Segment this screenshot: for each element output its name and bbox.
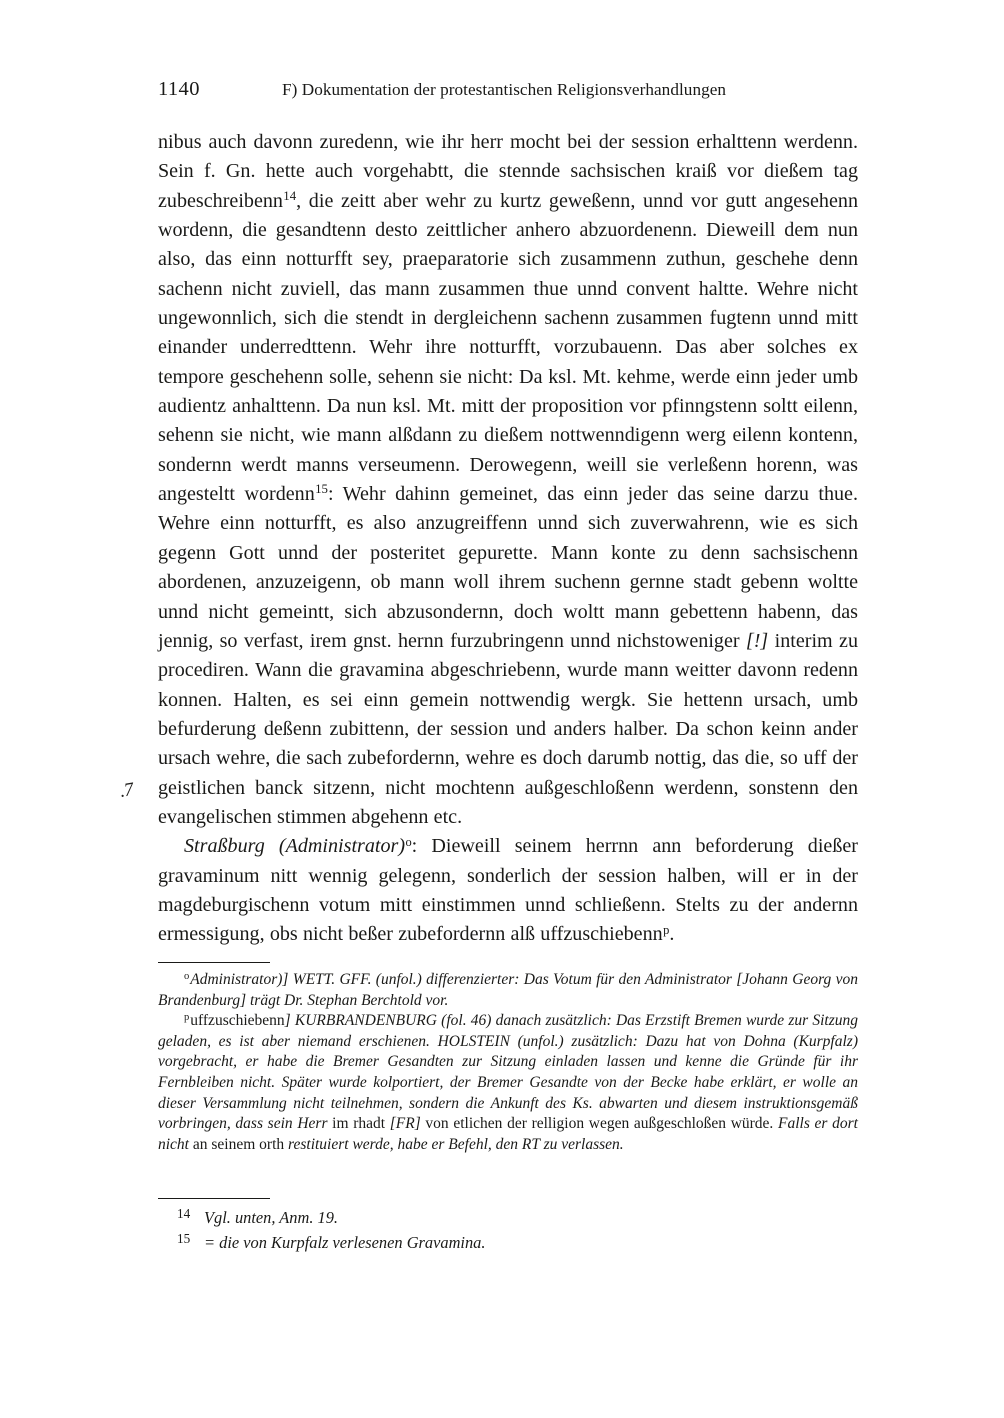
body-text-segment: nibus auch davonn zuredenn, wie ihr herr mocht bei der session erhalttenn werdenn. Sein f. Gn. hette auch vorgehabtt, die stennde sachsischen kraiß vor dießem tag zubeschreibenn [158,131,858,212]
body-text-segment: . [669,923,675,946]
footnote-text: Vgl. unten, Anm. 19. [204,1208,338,1227]
apparatus-lemma: uffzuschiebenn [190,1012,285,1030]
footnote-block [158,1198,858,1256]
running-title: F) Dokumentation der protestantischen Religionsverhandlungen [282,80,727,99]
body-text-segment: interim zu procediren. Wann die gravamina abgeschriebenn, wurde mann weitter davonn redenn konnen. Halten, es sei einn gemein nottwendig wergk. Sie hettenn ursach, umb befurderung deßenn zubittenn, der session und anders halber. Da schon keinn ander ursach wehre, die sach zubefordernn, wehre es doch darumb nottig, das die, so uff der geistlichen banck sitzenn, nicht mochtenn außgeschloßenn werdenn, sonstenn den evangelischen stimmen abgehenn etc. [158,629,858,828]
main-text-block [158,128,858,950]
footnote-ref-14[interactable]: 14 [283,189,297,203]
apparatus-text: ] KURBRANDENBURG (fol. 46) danach zusätzlich: Das Erzstift Bremen wurde zur Sitzung geladen, es ist aber niemand erschienen. HOLSTEIN (unfol.) zusätzlich: Dazu hat von Dohna (Kurpfalz) vorgebracht, er habe die Bremer Gesandten zur Sitzung einladen lassen und kenne die Gründe für ihr Fernbleiben nicht. Später wurde kolportiert, der Bremer Gesandte von der Becke habe erklärt, er wolle an dieser Versammlung nicht teilnehmen, sondern die Ankunft des Ks. abwarten und diesem instruktionsgemäß vorbringen, dass sein Herr [158,1012,858,1133]
apparatus-rule [158,962,270,963]
speaker-lemma: Straßburg (Administrator) [184,835,406,858]
apparatus-quoted-source: an seinem orth [192,1135,289,1153]
apparatus-text: Falls er dort nicht [158,1115,858,1153]
apparatus-lemma: Administrator)] [190,971,289,988]
footnote-number: 14 [177,1206,191,1221]
apparatus-note-p [158,1011,858,1155]
apparatus-ref-p[interactable]: p [663,923,670,938]
running-head [158,78,858,102]
footnote-rule [158,1198,270,1199]
footnote-text: = die von Kurpfalz verlesenen Gravamina. [204,1233,486,1252]
footnote-item [158,1206,858,1231]
apparatus-quoted-source: im rhadt [332,1115,390,1133]
page-number: 1140 [158,78,200,100]
body-paragraph-1 [158,128,858,832]
body-paragraph-2 [158,832,858,949]
body-text-segment: : Wehr dahinn gemeinet, das einn jeder das seine darzu thue. Wehre einn notturfft, es also anzugreiffenn unnd sich zuverwahrenn, wie es sich gegenn Gott unnd der posteritet gepurette. Mann konte zu denn sachsischenn abordenen, anzuzeigenn, ob mann woll ihrem suchenn gernne stadt gebenn woltte unnd nicht gemeintt, sich abzusondernn, doch woltt mann gebettenn habenn, das jennig, so verfast, irem gnst. hernn furzubringenn unnd nichstoweniger [158,483,858,652]
apparatus-ref-o[interactable]: o [405,835,412,850]
marginal-manuscript-mark: .7 [118,779,135,802]
critical-apparatus [158,962,858,1155]
body-text-segment: : Dieweill seinem herrnn ann beforderung dießer gravaminum nitt wennig gelegenn, sonderlich der session halben, will er in der magdeburgischenn votum mitt einstimmen unnd schließenn. Stelts zu der andernn ermessigung, obs nicht beßer zubefordernn alß uffzuschiebenn [158,835,858,946]
editorial-sic-mark: [!] [745,629,769,652]
apparatus-text: WETT. GFF. (unfol.) differenzierter: Das Votum für den Administrator [Johann Georg von Brandenburg] trägt Dr. Stephan Berchtold vor. [158,971,858,1009]
footnote-ref-15[interactable]: 15 [315,482,328,497]
apparatus-note-o [158,970,858,1011]
apparatus-text: [FR] [389,1115,421,1133]
apparatus-quoted-source: von etlichen der relligion wegen außgeschloßen würde. [420,1115,778,1133]
footnote-number: 15 [177,1231,191,1246]
apparatus-letter-p: p [184,1012,190,1024]
footnote-item [158,1231,858,1256]
body-text-segment: , die zeitt aber wehr zu kurtz geweßenn, unnd vor gutt angesehenn wordenn, die gesandtenn desto zeittlicher anhero abzuordenenn. Dieweill dem nun also, das einn notturfft sey, praeparatorie sich zusammenn zuthun, geschehe denn sachenn nicht zuviell, das mann zusammen thue unnd convent haltte. Wehre nicht ungewonnlich, sich die stendt in dergleichenn sachenn zusammen fugtenn unnd mitt einander underredttenn. Wehr ihre notturfft, vorzubauenn. Das aber solches ex tempore geschehenn solle, sehenn sie nicht: Da ksl. Mt. kehme, werde einn jeder umb audientz anhalttenn. Da nun ksl. Mt. mitt der proposition vor pfinngstenn soltt eilenn, sehenn sie nicht, wie mann alßdann zu dießem nottwenndigenn werg eilenn kontenn, sondernn werdt manns verseumenn. Derowegenn, weill sie verleßenn horenn, was angesteltt wordenn [158,189,858,506]
apparatus-text: restituiert werde, habe er Befehl, den RT zu verlassen. [288,1135,624,1153]
apparatus-letter-o: o [184,971,190,983]
